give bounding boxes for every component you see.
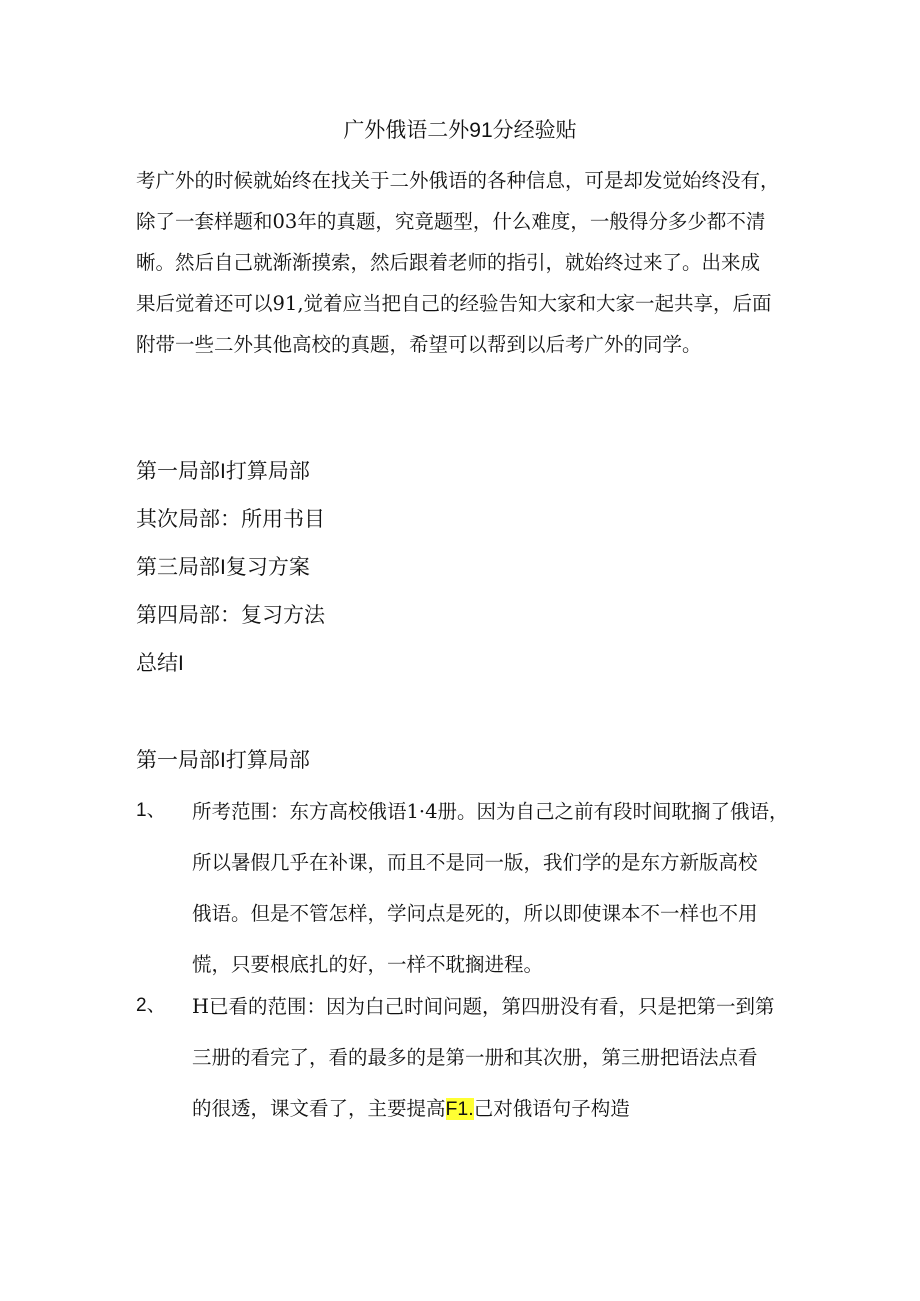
intro-line: 除了一套样题和03年的真题，究竟题型，什么难度，一般得分多少都不清	[136, 210, 766, 233]
intro-line: 晰。然后自己就渐渐摸索，然后跟着老师的指引，就始终过来了。出来成	[136, 251, 761, 274]
highlighted-text: F1.	[445, 1098, 474, 1120]
list-item	[136, 991, 800, 1135]
list-item-text: 己对俄语句子构造	[473, 1097, 630, 1120]
list-item-number: 2、	[136, 995, 166, 1016]
list-item-line: 俄语。但是不管怎样，学问点是死的，所以即使课本不一样也不用	[192, 902, 758, 925]
intro-line: 果后觉着还可以91,觉着应当把自己的经验告知大家和大家一起共享，后面	[136, 292, 772, 315]
list-item	[136, 796, 800, 990]
table-of-contents	[136, 457, 325, 697]
toc-item: 总结I	[136, 652, 184, 675]
list-item-body	[192, 786, 800, 990]
intro-line: 考广外的时候就始终在找关于二外俄语的各种信息，可是却发觉始终没有，	[136, 169, 780, 192]
toc-item: 其次局部：所用书目	[136, 508, 325, 531]
list-item-text: 的很透，课文看了，主要提高	[192, 1097, 446, 1120]
list-item-line: 所以暑假几乎在补课，而且不是同一版，我们学的是东方新版高校	[192, 851, 758, 874]
list-item-number: 1、	[136, 800, 166, 821]
list-item-line: H已看的范围：因为白己时间问题，第四册没有看，只是把第一到第	[192, 995, 775, 1018]
toc-item: 第一局部I打算局部	[136, 460, 310, 483]
document-title: 广外俄语二外91分经验贴	[343, 119, 577, 142]
list-item-line: 所考范围：东方高校俄语1·4册。因为自己之前有段时间耽搁了俄语，	[192, 800, 789, 823]
toc-item: 第四局部：复习方法	[136, 604, 325, 627]
toc-item: 第三局部I复习方案	[136, 556, 310, 579]
list-item-line: 慌，只要根底扎的好，一样不耽搁进程。	[192, 953, 544, 976]
intro-paragraph	[136, 160, 796, 365]
list-item-body	[192, 981, 800, 1135]
intro-line: 附带一些二外其他高校的真题，希望可以帮到以后考广外的同学。	[136, 333, 702, 356]
section-heading: 第一局部I打算局部	[136, 749, 310, 772]
list-item-line: 三册的看完了，看的最多的是第一册和其次册，第三册把语法点看	[192, 1046, 758, 1069]
list-item-line-last	[192, 1083, 800, 1135]
